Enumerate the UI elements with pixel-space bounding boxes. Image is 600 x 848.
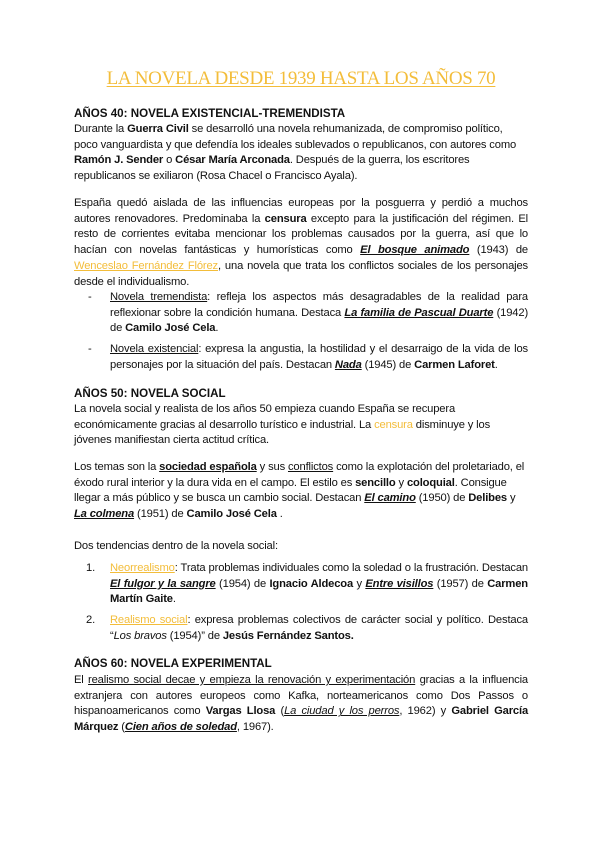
paragraph-60s-experimental: El realismo social decae y empieza la renovación y experimentación gracias a la influencia extranjera con autores europeos como Kafka, norteamericanos como Dos Passos o hispanoamericanos como Vargas Llosa (La ciudad y los perros, 1962) y Gabriel García Márquez (Cien años de soledad, 1967). bbox=[74, 674, 529, 734]
book-title: Cien años de soledad bbox=[124, 721, 237, 734]
book-title: La colmena bbox=[74, 508, 135, 521]
list-item: - Novela existencial: expresa la angustia, la hostilidad y el desarraigo de la vida de los personajes por la situación del país. Destacan Nada (1945) de Carmen Laforet. bbox=[88, 343, 528, 371]
document-title: LA NOVELA DESDE 1939 HASTA LOS AÑOS 70 bbox=[106, 68, 496, 89]
paragraph-50s-intro: La novela social y realista de los años 50 empieza cuando España se recupera económicamente gracias al desarrollo turístico e industrial. La censura disminuye y los jóvenes manifiestan cierta actitud crítica. bbox=[74, 403, 491, 447]
section-heading-60s: AÑOS 60: NOVELA EXPERIMENTAL bbox=[74, 657, 272, 670]
paragraph-40s-censorship: España quedó aislada de las influencias europeas por la posguerra y perdió a muchos autores renovadores. Predominaba la censura excepto para la justificación del régimen. El resto de corrientes evitaba mencionar los problemas causados por la guerra, así que lo hacían con novelas fantásticas y humorísticas como El bosque animado (1943) de Wenceslao Fernández Flórez, una novela que trata los conflictos sociales de los personajes desde el individualismo. bbox=[74, 197, 529, 288]
section-heading-50s: AÑOS 50: NOVELA SOCIAL bbox=[74, 387, 226, 400]
author-link: Wenceslao Fernández Flórez bbox=[74, 259, 219, 272]
list-item: - Novela tremendista: refleja los aspectos más desagradables de la realidad para reflexionar sobre la condición humana. Destaca La familia de Pascual Duarte (1942) de Camilo José Cela. bbox=[88, 291, 529, 335]
list-50s-tendencies bbox=[74, 561, 528, 645]
book-title: El camino bbox=[364, 492, 416, 505]
paragraph-40s-civil-war: Durante la Guerra Civil se desarrolló una novela rehumanizada, de compromiso político, poco vanguardista y que defendía los ideales sublevados o republicanos, con autores como Ramón J. Sender o César María Arconada. Después de la guerra, los escritores republicanos se exiliaron (Rosa Chacel o Francisco Ayala). bbox=[74, 123, 517, 183]
section-heading-40s: AÑOS 40: NOVELA EXISTENCIAL-TREMENDISTA bbox=[74, 107, 346, 120]
paragraph-50s-tendencies: Dos tendencias dentro de la novela social: bbox=[74, 540, 278, 552]
paragraph-50s-themes: Los temas son la sociedad española y sus conflictos como la explotación del proletariado, el éxodo rural interior y la dura vida en el campo. El estilo es sencillo y coloquial. Consigue llegar a más público y se busca un cambio social. Destacan El camino (1950) de Delibes y La colmena (1951) de Camilo José Cela . bbox=[74, 461, 525, 521]
book-title: El bosque animado bbox=[360, 244, 470, 257]
book-title: La ciudad y los perros bbox=[284, 705, 400, 718]
list-item: 1. Neorrealismo: Trata problemas individuales como la soledad o la frustración. Destacan El fulgor y la sangre (1954) de Ignacio Aldecoa y Entre visillos (1957) de Carmen Martín Gaite. bbox=[86, 562, 528, 606]
book-title: Nada bbox=[334, 358, 362, 371]
list-40s-trends bbox=[74, 290, 528, 374]
list-item: 2. Realismo social: expresa problemas colectivos de carácter social y político. Destaca “Los bravos (1954)” de Jesús Fernández Santos. bbox=[86, 614, 528, 642]
book-title: Entre visillos bbox=[365, 577, 434, 590]
book-title: El fulgor y la sangre bbox=[110, 577, 216, 590]
book-title: La familia de Pascual Duarte bbox=[344, 306, 494, 319]
